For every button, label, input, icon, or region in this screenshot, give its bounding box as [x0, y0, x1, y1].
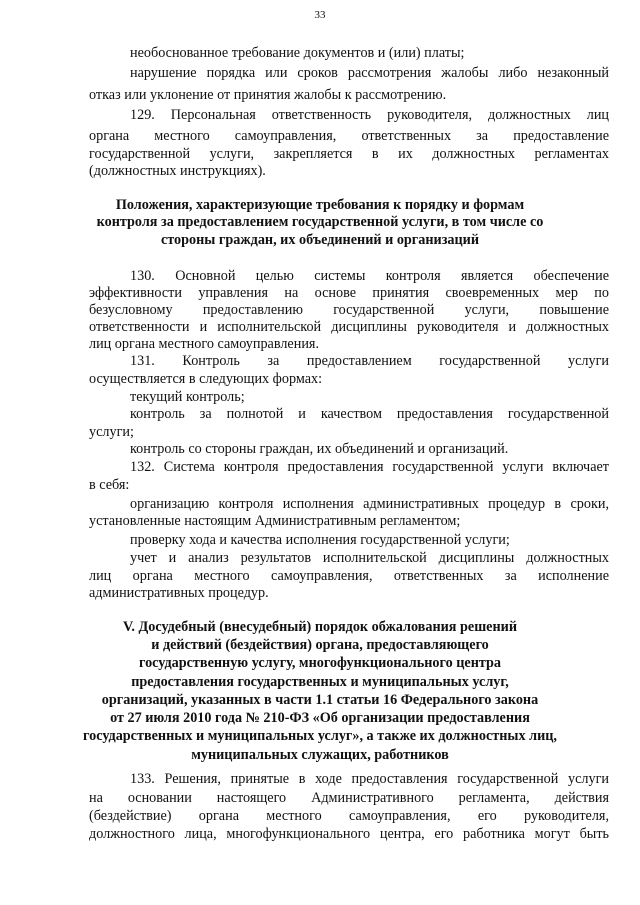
text-line: в себя: [89, 477, 130, 493]
text-line: 131. Контроль за предоставлением государственной услуги [130, 353, 609, 369]
text-line: контроль за полнотой и качеством предоставления государственной [130, 406, 609, 422]
text-line: (должностных инструкциях). [89, 163, 266, 179]
text-line: 132. Система контроля предоставления государственной услуги включает [130, 459, 609, 475]
page-number: 33 [314, 9, 326, 21]
text-line: отказ или уклонение от принятия жалобы к рассмотрению. [89, 87, 447, 103]
text-line: ответственности и исполнительской дисциплины руководителя и должностных [89, 319, 609, 335]
heading-line: Положения, характеризующие требования к порядку и формам [115, 197, 525, 213]
text-line: осуществляется в следующих формах: [89, 371, 323, 387]
text-line: текущий контроль; [130, 389, 245, 405]
text-line: необоснованное требование документов и (или) платы; [130, 45, 465, 61]
text-line: безусловному предоставлению государственной услуги, повышение [89, 302, 609, 318]
text-line: нарушение порядка или сроков рассмотрения жалобы либо незаконный [130, 65, 609, 81]
text-line: эффективности управления на основе принятия своевременных мер по [89, 285, 609, 301]
heading-line: V. Досудебный (внесудебный) порядок обжалования решений [123, 619, 517, 635]
heading-line: и действий (бездействия) органа, предоставляющего [151, 637, 489, 653]
heading-line: стороны граждан, их объединений и организаций [160, 232, 480, 248]
text-line: учет и анализ результатов исполнительской дисциплины должностных [130, 550, 609, 566]
heading-line: государственную услугу, многофункционального центра [138, 655, 501, 671]
text-line: на основании настоящего Административного регламента, действия [89, 790, 609, 806]
text-line: административных процедур. [89, 585, 269, 601]
heading-line: предоставления государственных и муниципальных услуг, [131, 674, 509, 690]
text-line: контроль со стороны граждан, их объединений и организаций. [130, 441, 509, 457]
text-line: проверку хода и качества исполнения государственной услуги; [130, 532, 510, 548]
text-line: (бездействие) органа местного самоуправления, его руководителя, [89, 808, 609, 824]
heading-line: организаций, указанных в части 1.1 статьи 16 Федерального закона [101, 692, 539, 708]
text-line: органа местного самоуправления, ответственных за предоставление [89, 128, 609, 144]
text-line: лиц органа местного самоуправления, ответственных за исполнение [89, 568, 609, 584]
heading-line: от 27 июля 2010 года № 210-ФЗ «Об организации предоставления [110, 710, 530, 726]
text-line: организацию контроля исполнения административных процедур в сроки, [130, 496, 609, 512]
text-line: государственной услуги, закрепляется в их должностных регламентах [89, 146, 609, 162]
heading-line: государственных и муниципальных услуг», а также их должностных лиц, [83, 728, 557, 744]
heading-line: контроля за предоставлением государственной услуги, в том числе со [96, 214, 544, 230]
text-line: 130. Основной целью системы контроля является обеспечение [130, 268, 609, 284]
text-line: установленные настоящим Административным регламентом; [89, 513, 461, 529]
text-line: услуги; [89, 424, 134, 440]
text-line: лиц органа местного самоуправления. [89, 336, 319, 352]
text-line: 133. Решения, принятые в ходе предоставления государственной услуги [130, 771, 609, 787]
heading-line: муниципальных служащих, работников [191, 747, 449, 763]
text-line: должностного лица, многофункционального центра, его работника могут быть [89, 826, 609, 842]
text-line: 129. Персональная ответственность руководителя, должностных лиц [130, 107, 609, 123]
